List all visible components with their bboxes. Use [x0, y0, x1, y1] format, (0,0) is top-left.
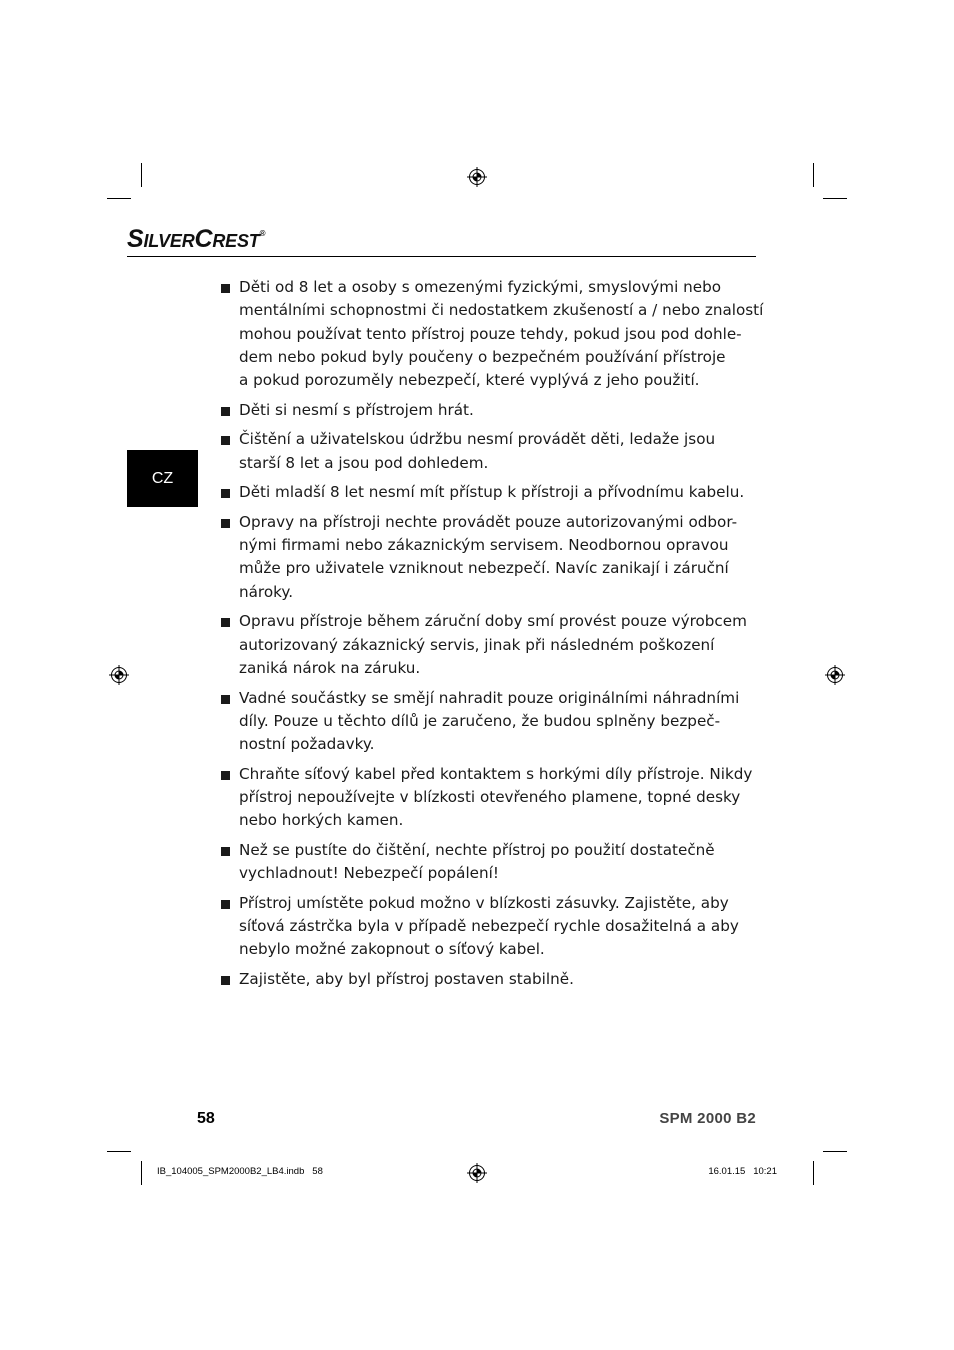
list-item-line: vychladnout! Nebezpečí popálení! [239, 864, 499, 883]
list-item-line: může pro uživatele vzniknout nebezpečí. Navíc zanikají i záruční [239, 559, 729, 578]
safety-instructions-list [219, 276, 764, 998]
list-item-line: přístroj nepoužívejte v blízkosti otevřeného plamene, topné desky [239, 788, 741, 807]
list-item [219, 968, 759, 991]
print-slug-datetime: 16.01.15 10:21 [708, 1166, 777, 1177]
language-tab [127, 450, 198, 507]
list-item-line: síťová zástrčka byla v případě nebezpečí rychle dosažitelná a aby [239, 917, 739, 936]
list-item [219, 763, 759, 833]
square-bullet-icon [221, 695, 230, 704]
language-tab-label: CZ [151, 469, 174, 487]
registration-mark-icon [467, 1163, 487, 1183]
registration-mark-icon [825, 665, 845, 685]
list-item-line: Chraňte síťový kabel před kontaktem s horkými díly přístroje. Nikdy [239, 764, 753, 783]
list-item-line: Zajistěte, aby byl přístroj postaven stabilně. [239, 969, 574, 988]
list-item-line: Přístroj umístěte pokud možno v blízkosti zásuvky. Zajistěte, aby [239, 893, 729, 912]
list-item-line: nároky. [239, 582, 294, 601]
list-item-line: Děti od 8 let a osoby s omezenými fyzickými, smyslovými nebo [239, 278, 722, 296]
list-item-line: starší 8 let a jsou pod dohledem. [239, 453, 489, 472]
list-item-line: Opravy na přístroji nechte provádět pouze autorizovanými odbor- [239, 512, 738, 531]
list-item-line: Opravu přístroje během záruční doby smí provést pouze výrobcem [239, 612, 747, 631]
list-item-line: mohou používat tento přístroj pouze tehdy, pokud jsou pod dohle- [239, 324, 742, 343]
list-item [219, 839, 759, 886]
list-item-line: autorizovaný zákaznický servis, jinak při následném poškození [239, 635, 715, 654]
list-item-line: a pokud porozuměly nebezpečí, které vyplývá z jeho použití. [239, 371, 700, 390]
list-item-line: zaniká nárok na záruku. [239, 658, 421, 677]
square-bullet-icon [221, 519, 230, 528]
list-item-line: nebylo možné zakopnout o síťový kabel. [239, 940, 545, 959]
list-item-line: dem nebo pokud byly poučeny o bezpečném používání přístroje [239, 347, 726, 366]
list-item-line: díly. Pouze u těchto dílů je zaručeno, že budou splněny bezpeč- [239, 711, 721, 730]
registration-mark-icon [467, 167, 487, 187]
list-item [219, 399, 759, 422]
page-number: 58 [197, 1110, 215, 1127]
list-item-line: Děti mladší 8 let nesmí mít přístup k přístroji a přívodnímu kabelu. [239, 483, 745, 502]
crop-mark [107, 198, 131, 199]
list-item [219, 428, 759, 475]
crop-mark [823, 198, 847, 199]
square-bullet-icon [221, 436, 230, 445]
list-item-line: Vadné součástky se smějí nahradit pouze originálními náhradními [239, 688, 740, 707]
crop-mark [813, 163, 814, 187]
list-item-line: nebo horkých kamen. [239, 811, 404, 830]
square-bullet-icon [221, 771, 230, 780]
list-item [219, 892, 759, 962]
print-slug-file: IB_104005_SPM2000B2_LB4.indb 58 [157, 1166, 323, 1177]
crop-mark [823, 1151, 847, 1152]
list-item-line: nostní požadavky. [239, 735, 375, 754]
square-bullet-icon [221, 847, 230, 856]
square-bullet-icon [221, 618, 230, 627]
header-rule [127, 256, 756, 257]
list-item [219, 687, 759, 757]
list-item [219, 276, 764, 392]
crop-mark [813, 1161, 814, 1185]
list-item [219, 481, 759, 504]
crop-mark [141, 1161, 142, 1185]
crop-mark [107, 1151, 131, 1152]
list-item [219, 511, 759, 604]
square-bullet-icon [221, 489, 230, 498]
square-bullet-icon [221, 407, 230, 416]
model-name: SPM 2000 B2 [659, 1110, 756, 1127]
brand-logo: SILVERCREST® [127, 225, 266, 253]
list-item-line: Čištění a uživatelskou údržbu nesmí provádět děti, ledaže jsou [239, 430, 716, 449]
list-item-line: mentálními schopnostmi či nedostatkem zkušeností a / nebo znalostí [239, 301, 764, 320]
list-item-line: Děti si nesmí s přístrojem hrát. [239, 400, 474, 419]
square-bullet-icon [221, 900, 230, 909]
list-item-line: nými firmami nebo zákaznickým servisem. Neodbornou opravou [239, 536, 729, 555]
registration-mark-icon [109, 665, 129, 685]
list-item [219, 610, 759, 680]
crop-mark [141, 163, 142, 187]
square-bullet-icon [221, 284, 230, 293]
square-bullet-icon [221, 976, 230, 985]
list-item-line: Než se pustíte do čištění, nechte přístroj po použití dostatečně [239, 840, 715, 859]
